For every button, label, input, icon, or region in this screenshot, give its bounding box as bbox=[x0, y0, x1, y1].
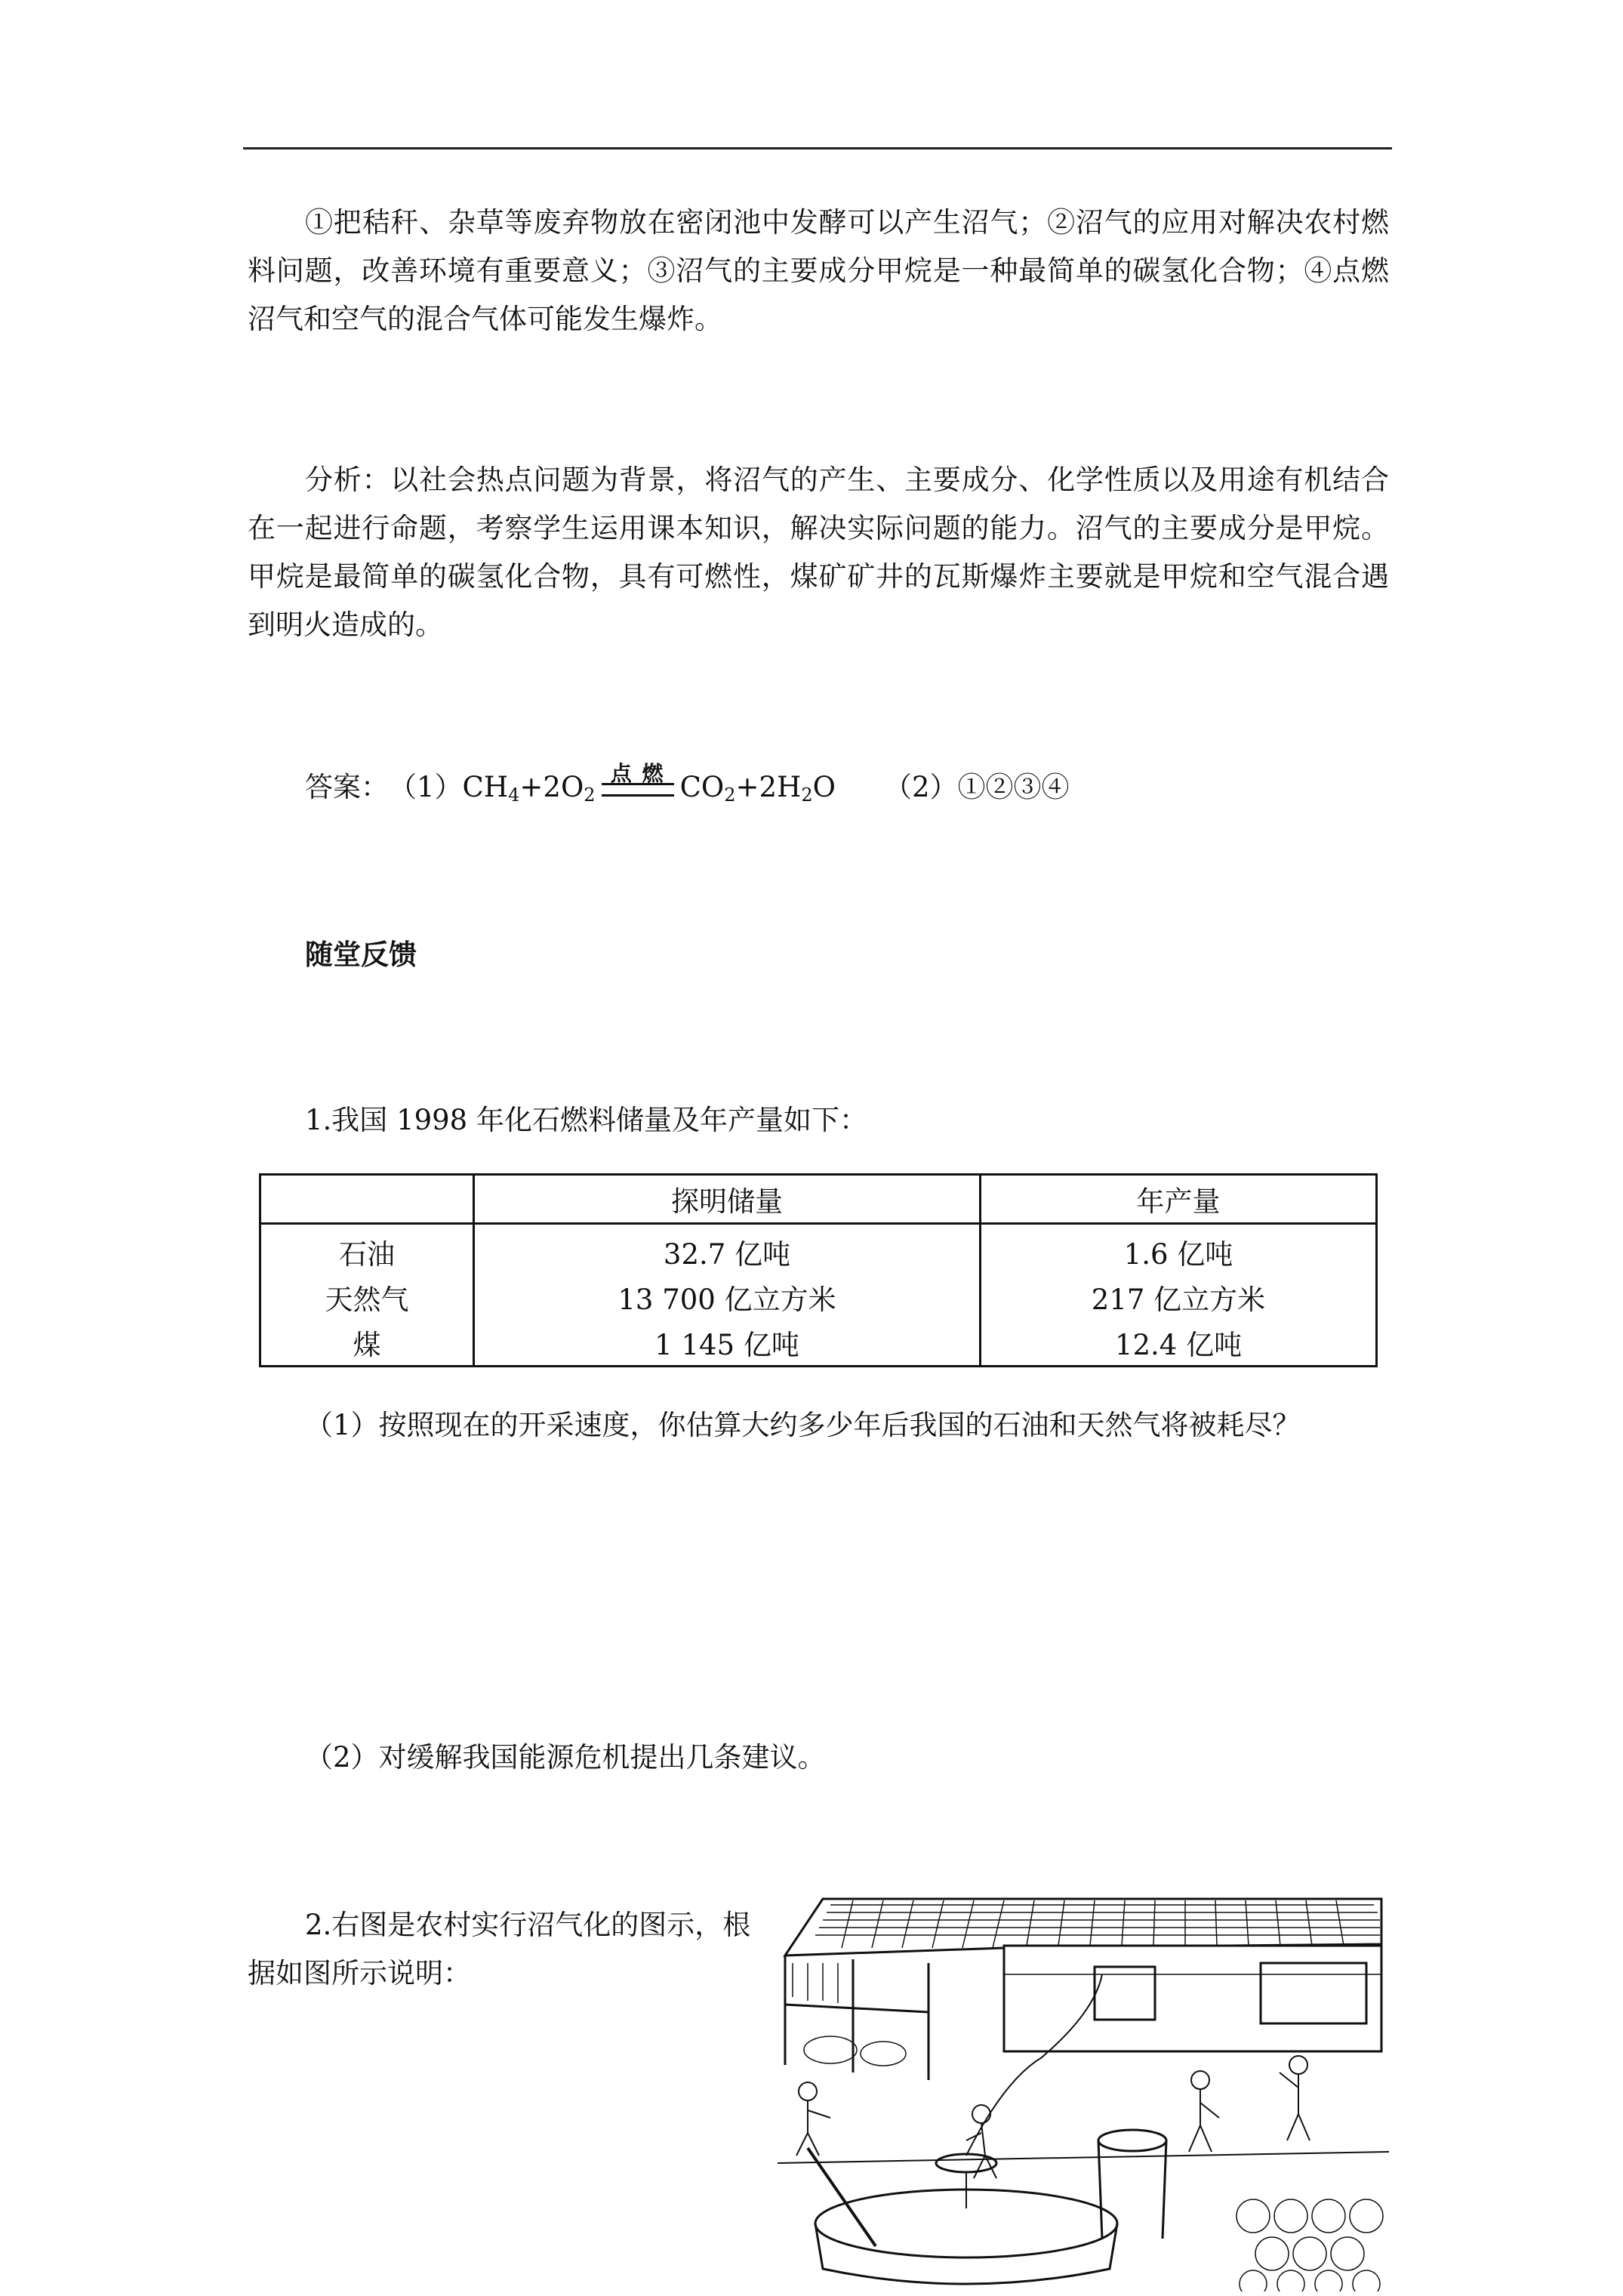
header-rule bbox=[243, 147, 1392, 149]
fuel-name: 石油 bbox=[260, 1224, 474, 1275]
answer-line bbox=[305, 761, 1070, 806]
reaction-condition bbox=[602, 761, 674, 797]
table-row bbox=[260, 1224, 1377, 1275]
fuel-name: 天然气 bbox=[260, 1274, 474, 1320]
fuel-output: 12.4 亿吨 bbox=[981, 1320, 1377, 1367]
fuel-output: 1.6 亿吨 bbox=[981, 1224, 1377, 1275]
fuel-reserve: 13 700 亿立方米 bbox=[474, 1274, 981, 1320]
fuel-reserve: 32.7 亿吨 bbox=[474, 1224, 981, 1275]
fuel-name: 煤 bbox=[260, 1320, 474, 1367]
condition-label: 点 燃 bbox=[610, 761, 665, 786]
answer-label: 答案： bbox=[305, 771, 389, 803]
question-1-part2: （2）对缓解我国能源危机提出几条建议。 bbox=[305, 1741, 826, 1774]
table-header-reserve: 探明储量 bbox=[474, 1175, 981, 1224]
fuel-table bbox=[259, 1173, 1378, 1367]
table-header-row bbox=[260, 1175, 1377, 1224]
table-row bbox=[260, 1320, 1377, 1367]
question-2-line2: 据如图所示说明： bbox=[248, 1957, 471, 1989]
fuel-reserve: 1 145 亿吨 bbox=[474, 1320, 981, 1367]
table-header-output: 年产量 bbox=[981, 1175, 1377, 1224]
fuel-output: 217 亿立方米 bbox=[981, 1274, 1377, 1320]
question-2-line1: 2.右图是农村实行沼气化的图示，根 bbox=[305, 1909, 751, 1941]
question-1-stem: 1.我国 1998 年化石燃料储量及年产量如下： bbox=[305, 1104, 867, 1136]
table-header-blank bbox=[260, 1175, 474, 1224]
answer-part2: （2）①②③④ bbox=[883, 771, 1070, 803]
question-1-part1: （1）按照现在的开采速度，你估算大约多少年后我国的石油和天然气将被耗尽？ bbox=[305, 1409, 1301, 1441]
intro-paragraph: ①把秸秆、杂草等废弃物放在密闭池中发酵可以产生沼气；②沼气的应用对解决农村燃料问题，改善环境有重要意义；③沼气的主要成分甲烷是一种最简单的碳氢化合物；④点燃沼气和空气的混合气体可能发生爆炸。 bbox=[248, 206, 1389, 335]
biogas-farm-illustration bbox=[778, 1891, 1389, 2291]
analysis-paragraph: 分析：以社会热点问题为背景，将沼气的产生、主要成分、化学性质以及用途有机结合在一起进行命题，考察学生运用课本知识，解决实际问题的能力。沼气的主要成分是甲烷。甲烷是最简单的碳氢化合物，具有可燃性，煤矿矿井的瓦斯爆炸主要就是甲烷和空气混合遇到明火造成的。 bbox=[248, 464, 1389, 641]
equation-products: $CO_2+2H_2O$ bbox=[679, 771, 836, 806]
equation-reactant-ch4: $CH_4+2O_2$ bbox=[462, 771, 596, 806]
table-row bbox=[260, 1274, 1377, 1320]
answer-part1-num: （1） bbox=[389, 771, 463, 803]
feedback-heading: 随堂反馈 bbox=[305, 938, 417, 971]
